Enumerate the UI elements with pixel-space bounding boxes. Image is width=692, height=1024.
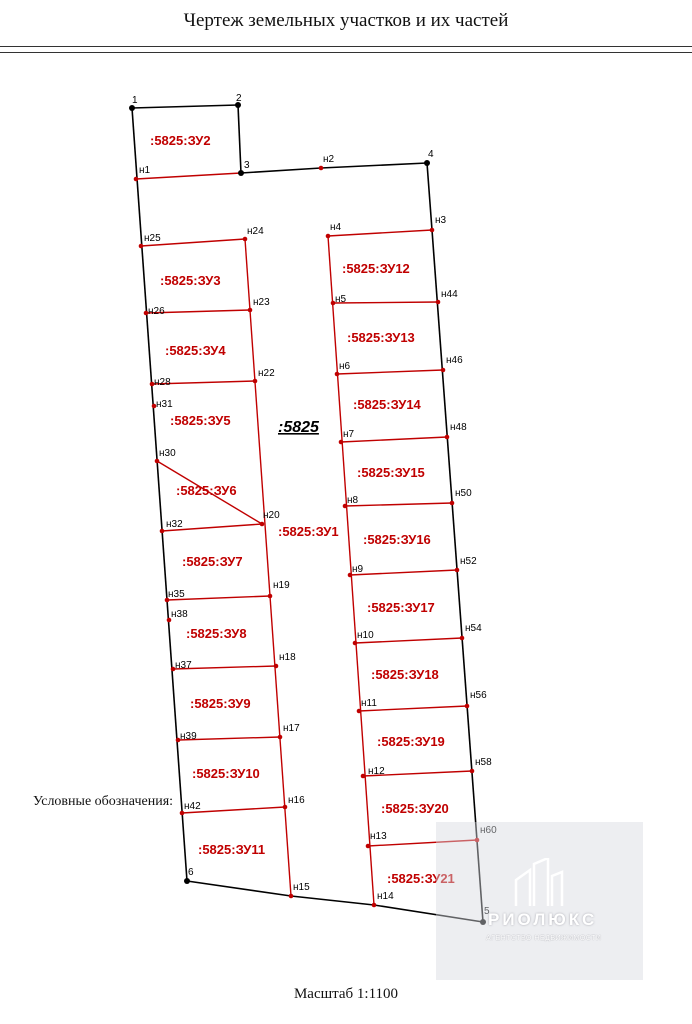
- parcel-boundary-line: [337, 370, 443, 374]
- point-label: н13: [370, 831, 387, 842]
- boundary-point-marker: [445, 435, 450, 440]
- point-label: н46: [446, 355, 463, 366]
- parcel-label: :5825:ЗУ17: [367, 600, 435, 615]
- boundary-point-marker: [139, 244, 144, 249]
- point-label: н58: [475, 757, 492, 768]
- point-label: 3: [244, 160, 250, 171]
- point-label: н19: [273, 580, 290, 591]
- boundary-point-marker: [268, 594, 273, 599]
- parcel-label: :5825:ЗУ8: [186, 626, 247, 641]
- legend-label: Условные обозначения:: [33, 794, 174, 809]
- point-label: н48: [450, 422, 467, 433]
- point-label: н35: [168, 589, 185, 600]
- point-label: н6: [339, 361, 351, 372]
- parcel-label: :5825:ЗУ18: [371, 667, 439, 682]
- parcel-label: :5825:ЗУ3: [160, 273, 221, 288]
- boundary-point-marker: [353, 641, 358, 646]
- watermark-name: РИОЛЮКС: [488, 910, 598, 929]
- point-label: н54: [465, 623, 482, 634]
- boundary-point-marker: [450, 501, 455, 506]
- point-label: н28: [154, 377, 171, 388]
- parcel-label: :5825:ЗУ16: [363, 532, 431, 547]
- scale-label: Масштаб 1:1100: [293, 986, 399, 1002]
- parcel-label: :5825:ЗУ20: [381, 801, 449, 816]
- parcel-boundary-line: [245, 239, 291, 896]
- boundary-point-marker: [430, 228, 435, 233]
- boundary-point-marker: [424, 160, 430, 166]
- parcel-label: :5825:ЗУ5: [170, 413, 231, 428]
- point-label: 4: [428, 149, 434, 160]
- point-label: н4: [330, 222, 342, 233]
- boundary-point-marker: [326, 234, 331, 239]
- point-label: н50: [455, 488, 472, 499]
- outer-boundary-line: [238, 105, 241, 173]
- parcel-boundary-line: [341, 437, 447, 442]
- boundary-point-marker: [366, 844, 371, 849]
- parcel-label: :5825:ЗУ9: [190, 696, 251, 711]
- point-label: 2: [236, 93, 242, 104]
- drawing-title: Чертеж земельных участков и их частей: [183, 10, 509, 31]
- outer-boundary-line: [132, 105, 238, 108]
- outer-boundary-line: [427, 163, 432, 230]
- boundary-point-marker: [253, 379, 258, 384]
- point-label: н24: [247, 226, 264, 237]
- boundary-point-marker: [160, 529, 165, 534]
- point-label: н16: [288, 795, 305, 806]
- point-label: н26: [148, 306, 165, 317]
- point-label: н1: [139, 165, 151, 176]
- boundary-point-marker: [335, 372, 340, 377]
- point-label: н37: [175, 660, 192, 671]
- parcel-label: :5825:ЗУ4: [165, 343, 226, 358]
- boundary-point-marker: [436, 300, 441, 305]
- point-label: н14: [377, 891, 394, 902]
- parcel-label: :5825:ЗУ7: [182, 554, 243, 569]
- point-label: н42: [184, 801, 201, 812]
- main-parcel-label: :5825: [278, 419, 319, 436]
- parcel-label: :5825:ЗУ11: [198, 842, 266, 857]
- point-label: н39: [180, 731, 197, 742]
- point-label: н38: [171, 609, 188, 620]
- parcel-label: :5825:ЗУ10: [192, 766, 260, 781]
- parcel-label: :5825:ЗУ2: [150, 133, 211, 148]
- boundary-point-marker: [134, 177, 139, 182]
- point-label: н5: [335, 294, 347, 305]
- outer-boundary-line: [241, 168, 321, 173]
- point-label: н60: [480, 825, 497, 836]
- boundary-point-marker: [319, 166, 324, 171]
- boundary-point-marker: [357, 709, 362, 714]
- boundary-point-marker: [465, 704, 470, 709]
- outer-boundary-line: [321, 163, 427, 168]
- watermark-tagline: АГЕНТСТВО НЕДВИЖИМОСТИ: [486, 935, 602, 942]
- boundary-point-marker: [283, 805, 288, 810]
- point-label: н20: [263, 510, 280, 521]
- boundary-point-marker: [339, 440, 344, 445]
- point-label: н17: [283, 723, 300, 734]
- parcel-boundary-line: [328, 230, 432, 236]
- point-label: 5: [484, 906, 490, 917]
- outer-boundary-line: [187, 881, 291, 896]
- watermark-buildings-icon: [508, 858, 568, 908]
- point-label: н10: [357, 630, 374, 641]
- point-label: н2: [323, 154, 335, 165]
- boundary-point-marker: [455, 568, 460, 573]
- boundary-point-marker: [260, 522, 265, 527]
- parcel-label: :5825:ЗУ1: [278, 524, 339, 539]
- parcel-boundary-line: [350, 570, 457, 575]
- parcel-label: :5825:ЗУ14: [353, 397, 421, 412]
- point-label: н23: [253, 297, 270, 308]
- parcel-label: :5825:ЗУ12: [342, 261, 410, 276]
- point-label: н52: [460, 556, 477, 567]
- parcel-label: :5825:ЗУ21: [387, 871, 455, 886]
- point-label: н44: [441, 289, 458, 300]
- point-label: 1: [132, 95, 138, 106]
- point-label: н30: [159, 448, 176, 459]
- outer-boundary-line: [432, 230, 483, 922]
- boundary-point-marker: [184, 878, 190, 884]
- boundary-point-marker: [470, 769, 475, 774]
- boundary-point-marker: [372, 903, 377, 908]
- boundary-point-marker: [278, 735, 283, 740]
- point-label: н22: [258, 368, 275, 379]
- point-label: н8: [347, 495, 359, 506]
- parcel-label: :5825:ЗУ13: [347, 330, 415, 345]
- point-label: н15: [293, 882, 310, 893]
- point-label: н12: [368, 766, 385, 777]
- boundary-point-marker: [243, 237, 248, 242]
- point-label: н25: [144, 233, 161, 244]
- parcel-label: :5825:ЗУ6: [176, 483, 237, 498]
- boundary-point-marker: [274, 664, 279, 669]
- point-label: н56: [470, 690, 487, 701]
- parcel-boundary-line: [136, 173, 241, 179]
- parcel-boundary-line: [333, 302, 438, 303]
- point-label: н9: [352, 564, 364, 575]
- point-label: 6: [188, 867, 194, 878]
- point-label: н3: [435, 215, 447, 226]
- boundary-point-marker: [155, 459, 160, 464]
- point-label: н18: [279, 652, 296, 663]
- point-label: н32: [166, 519, 183, 530]
- point-label: н11: [361, 698, 377, 709]
- boundary-point-marker: [361, 774, 366, 779]
- boundary-point-marker: [248, 308, 253, 313]
- point-label: н31: [156, 399, 173, 410]
- boundary-point-marker: [460, 636, 465, 641]
- point-label: н7: [343, 429, 355, 440]
- boundary-point-marker: [441, 368, 446, 373]
- outer-boundary-line: [291, 896, 374, 905]
- boundary-point-marker: [289, 894, 294, 899]
- parcel-label: :5825:ЗУ19: [377, 734, 445, 749]
- parcel-boundary-line: [345, 503, 452, 506]
- parcel-label: :5825:ЗУ15: [357, 465, 425, 480]
